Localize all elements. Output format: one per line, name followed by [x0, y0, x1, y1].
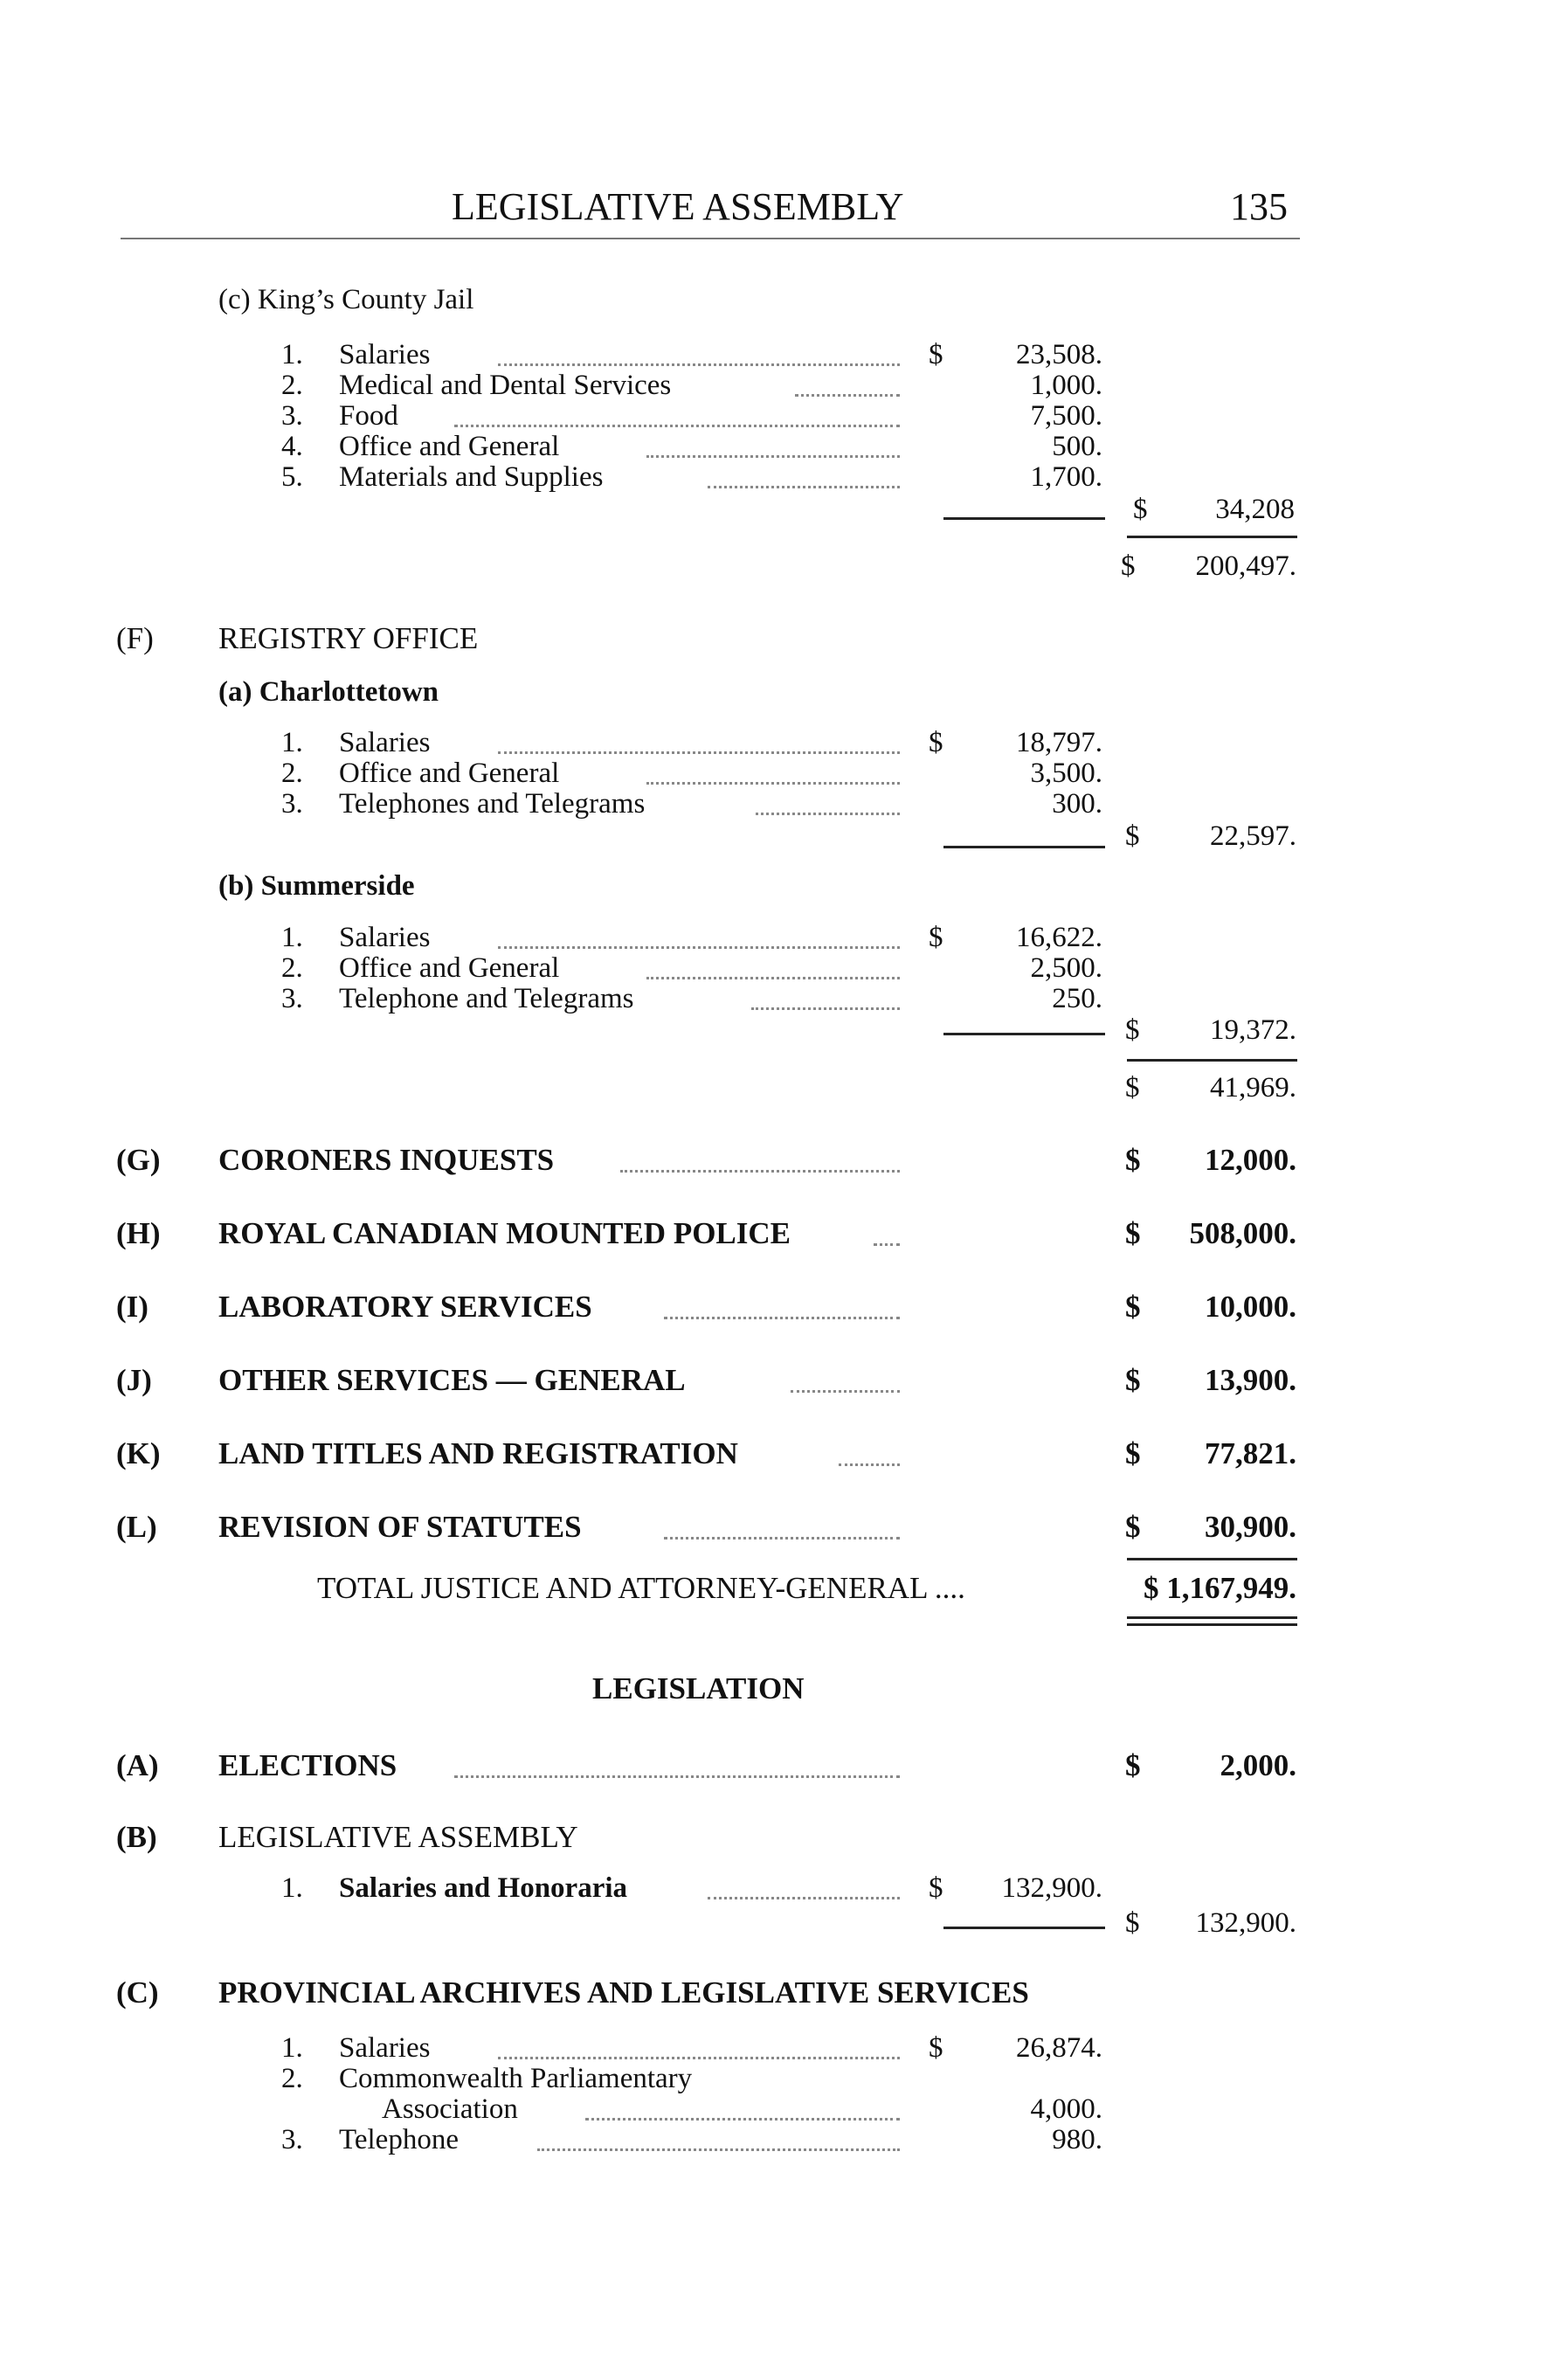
- item-label: Materials and Supplies: [339, 461, 604, 493]
- section-letter: (G): [116, 1143, 161, 1177]
- item-number: 2.: [281, 952, 303, 984]
- section-letter: (J): [116, 1363, 152, 1397]
- legislation-heading: LEGISLATION: [592, 1671, 805, 1705]
- total-rule: [1127, 1059, 1297, 1062]
- total-amount: 200,497.: [1195, 550, 1296, 582]
- item-number: 1.: [281, 2032, 303, 2064]
- item-label: Salaries and Honoraria: [339, 1872, 628, 1904]
- item-label: Telephone: [339, 2124, 459, 2155]
- leader-dots: [708, 1897, 900, 1899]
- leader-dots: [646, 977, 900, 979]
- dollar-sign: $: [1125, 1363, 1141, 1397]
- leader-dots: [454, 425, 900, 427]
- section-title: LABORATORY SERVICES: [218, 1290, 592, 1324]
- item-label: Salaries: [339, 2032, 431, 2064]
- leader-dots: [498, 2057, 900, 2059]
- leader-dots: [585, 2118, 900, 2121]
- item-label: Salaries: [339, 339, 431, 370]
- section-title-legislative-assembly: LEGISLATIVE ASSEMBLY: [218, 1820, 578, 1854]
- dollar-sign: $: [1133, 494, 1148, 525]
- leader-dots: [839, 1463, 900, 1466]
- section-title-registry-office: REGISTRY OFFICE: [218, 621, 479, 655]
- subtotal-amount: 34,208: [1215, 494, 1295, 525]
- item-label: Commonwealth Parliamentary: [339, 2063, 693, 2094]
- item-label: Office and General: [339, 952, 560, 984]
- item-amount: 300.: [1052, 788, 1102, 820]
- item-number: 5.: [281, 461, 303, 493]
- item-number: 3.: [281, 2124, 303, 2155]
- dollar-sign: $: [929, 1872, 943, 1904]
- section-amount: 12,000.: [1205, 1143, 1296, 1177]
- dollar-sign: $: [1125, 1748, 1141, 1782]
- dollar-sign: $: [1125, 1290, 1141, 1324]
- section-letter: (C): [116, 1975, 159, 2010]
- subtotal-amount: 19,372.: [1210, 1014, 1296, 1046]
- page-header-title: LEGISLATIVE ASSEMBLY: [452, 185, 904, 228]
- item-number: 1.: [281, 1872, 303, 1904]
- item-amount: 1,700.: [1030, 461, 1102, 493]
- item-amount: 250.: [1052, 983, 1102, 1014]
- dollar-sign: $: [1125, 1216, 1141, 1250]
- leader-dots: [646, 455, 900, 458]
- item-amount: 2,500.: [1030, 952, 1102, 984]
- justice-total-label: TOTAL JUSTICE AND ATTORNEY-GENERAL ....: [317, 1571, 965, 1605]
- dollar-sign: $: [929, 727, 943, 758]
- section-letter: (A): [116, 1748, 159, 1782]
- dollar-sign: $: [1125, 1143, 1141, 1177]
- item-label: Salaries: [339, 727, 431, 758]
- leader-dots: [498, 363, 900, 366]
- item-label: Food: [339, 400, 398, 432]
- total-rule: [1127, 536, 1297, 538]
- subsection-heading-summerside: (b) Summerside: [218, 870, 415, 902]
- subsection-heading-charlottetown: (a) Charlottetown: [218, 676, 439, 708]
- leader-dots: [620, 1170, 900, 1173]
- dollar-sign: $: [1125, 1510, 1141, 1544]
- section-amount: 77,821.: [1205, 1436, 1296, 1470]
- item-label-continued: Association: [382, 2093, 518, 2125]
- dollar-sign: $: [1121, 550, 1136, 582]
- item-amount: 16,622.: [1016, 922, 1102, 953]
- item-label: Telephones and Telegrams: [339, 788, 646, 820]
- item-amount: 500.: [1052, 431, 1102, 462]
- section-amount: 30,900.: [1205, 1510, 1296, 1544]
- total-amount: 41,969.: [1210, 1072, 1296, 1104]
- item-amount: 18,797.: [1016, 727, 1102, 758]
- dollar-sign: $: [929, 2032, 943, 2064]
- justice-total-amount: $ 1,167,949.: [1144, 1571, 1296, 1605]
- total-rule: [1127, 1558, 1297, 1560]
- leader-dots: [664, 1537, 900, 1539]
- subtotal-rule: [943, 517, 1105, 520]
- item-amount: 1,000.: [1030, 370, 1102, 401]
- dollar-sign: $: [1125, 1014, 1140, 1046]
- leader-dots: [708, 486, 900, 488]
- leader-dots: [791, 1390, 900, 1393]
- double-rule-bottom: [1127, 1623, 1297, 1626]
- section-title: CORONERS INQUESTS: [218, 1143, 555, 1177]
- item-number: 2.: [281, 758, 303, 789]
- dollar-sign: $: [1125, 1907, 1140, 1939]
- subtotal-amount: 22,597.: [1210, 820, 1296, 852]
- item-amount: 4,000.: [1030, 2093, 1102, 2125]
- section-title: OTHER SERVICES — GENERAL: [218, 1363, 686, 1397]
- item-label: Office and General: [339, 431, 560, 462]
- item-number: 3.: [281, 788, 303, 820]
- subtotal-rule: [943, 846, 1105, 848]
- item-amount: 26,874.: [1016, 2032, 1102, 2064]
- section-amount: 2,000.: [1220, 1748, 1296, 1782]
- leader-dots: [874, 1243, 900, 1246]
- subtotal-rule: [943, 1927, 1105, 1929]
- dollar-sign: $: [1125, 1436, 1141, 1470]
- page-number: 135: [1230, 185, 1288, 228]
- item-number: 1.: [281, 339, 303, 370]
- leader-dots: [537, 2148, 900, 2151]
- section-amount: 10,000.: [1205, 1290, 1296, 1324]
- leader-dots: [454, 1775, 900, 1778]
- header-rule: [121, 238, 1300, 239]
- section-letter: (L): [116, 1510, 157, 1544]
- dollar-sign: $: [1125, 820, 1140, 852]
- item-number: 3.: [281, 983, 303, 1014]
- leader-dots: [498, 751, 900, 754]
- item-number: 1.: [281, 727, 303, 758]
- section-amount: 13,900.: [1205, 1363, 1296, 1397]
- leader-dots: [756, 813, 900, 815]
- item-amount: 980.: [1052, 2124, 1102, 2155]
- item-amount: 3,500.: [1030, 758, 1102, 789]
- item-amount: 23,508.: [1016, 339, 1102, 370]
- section-letter: (K): [116, 1436, 161, 1470]
- leader-dots: [795, 394, 900, 397]
- dollar-sign: $: [929, 922, 943, 953]
- item-label: Medical and Dental Services: [339, 370, 672, 401]
- section-letter: (H): [116, 1216, 161, 1250]
- leader-dots: [498, 946, 900, 949]
- section-letter: (F): [116, 621, 154, 655]
- section-title: ROYAL CANADIAN MOUNTED POLICE: [218, 1216, 791, 1250]
- item-amount: 132,900.: [1001, 1872, 1102, 1904]
- subtotal-amount: 132,900.: [1195, 1907, 1296, 1939]
- item-number: 4.: [281, 431, 303, 462]
- item-number: 3.: [281, 400, 303, 432]
- leader-dots: [664, 1317, 900, 1319]
- dollar-sign: $: [929, 339, 943, 370]
- dollar-sign: $: [1125, 1072, 1140, 1104]
- section-title-provincial-archives: PROVINCIAL ARCHIVES AND LEGISLATIVE SERVICES: [218, 1975, 1029, 2010]
- item-label: Office and General: [339, 758, 560, 789]
- item-number: 2.: [281, 2063, 303, 2094]
- subtotal-rule: [943, 1033, 1105, 1035]
- leader-dots: [646, 782, 900, 785]
- item-label: Telephone and Telegrams: [339, 983, 634, 1014]
- section-title-elections: ELECTIONS: [218, 1748, 397, 1782]
- item-amount: 7,500.: [1030, 400, 1102, 432]
- leader-dots: [751, 1007, 900, 1010]
- section-title: LAND TITLES AND REGISTRATION: [218, 1436, 738, 1470]
- item-number: 2.: [281, 370, 303, 401]
- section-letter: (I): [116, 1290, 149, 1324]
- section-amount: 508,000.: [1189, 1216, 1296, 1250]
- item-label: Salaries: [339, 922, 431, 953]
- section-heading-kings-county-jail: (c) King’s County Jail: [218, 284, 474, 315]
- section-title: REVISION OF STATUTES: [218, 1510, 582, 1544]
- section-letter: (B): [116, 1820, 157, 1854]
- item-number: 1.: [281, 922, 303, 953]
- double-rule-top: [1127, 1616, 1297, 1619]
